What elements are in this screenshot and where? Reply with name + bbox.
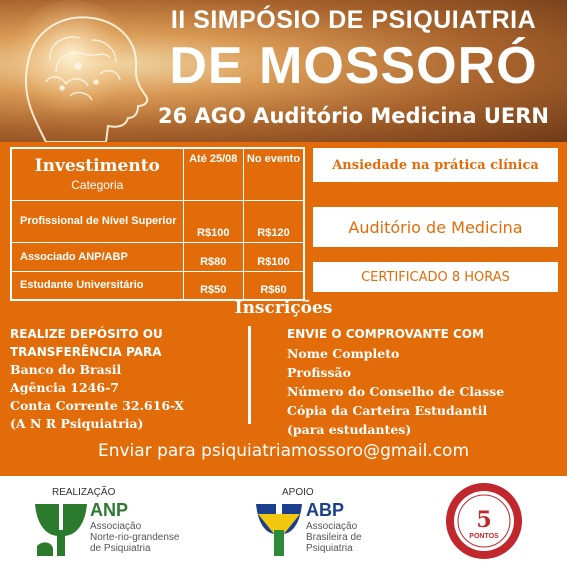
support-label: APOIO	[282, 487, 314, 498]
event-date-location: 26 AGO Auditório Medicina UERN	[158, 104, 549, 128]
topic-box: Ansiedade na prática clínica	[313, 148, 558, 182]
abp-name-line2: Brasileira de	[306, 532, 362, 543]
bank-account: Conta Corrente 32.616-X	[10, 398, 184, 413]
list-item: Cópia da Carteira Estudantil	[287, 403, 488, 418]
account-holder: (A N R Psiquiatria)	[10, 416, 144, 431]
header-banner	[0, 0, 567, 142]
payment-instructions	[10, 325, 240, 433]
list-item: Nome Completo	[287, 346, 400, 361]
anp-logo-text	[90, 500, 180, 554]
proof-heading: ENVIE O COMPROVANTE COM	[287, 327, 484, 341]
list-item: (para estudantes)	[287, 422, 412, 437]
table-row	[11, 271, 304, 300]
payment-heading-2: TRANSFERÊNCIA PARA	[10, 345, 162, 359]
table-row	[11, 200, 304, 242]
anp-acronym: ANP	[90, 500, 129, 520]
anp-name-line1: Associação	[90, 521, 142, 532]
investment-header	[11, 148, 183, 200]
list-item: Profissão	[287, 365, 351, 380]
email-line[interactable]: Enviar para psiquiatriamossoro@gmail.com	[97, 441, 470, 461]
price-event-cell: R$60	[243, 271, 304, 300]
abp-name-line1: Associação	[306, 521, 358, 532]
price-event-cell: R$120	[243, 200, 304, 242]
anp-name-line3: de Psiquiatria	[90, 543, 151, 554]
price-until-cell: R$100	[183, 200, 243, 242]
list-item: Número do Conselho de Classe	[287, 384, 505, 399]
column-until-date: Até 25/08	[183, 148, 243, 200]
anp-logo-icon	[33, 500, 89, 558]
price-until-cell: R$50	[183, 271, 243, 300]
seal-text: PONTOS	[469, 533, 499, 540]
investment-table	[10, 147, 305, 301]
column-at-event: No evento	[243, 148, 304, 200]
footer-logos	[0, 476, 567, 567]
proof-instructions	[287, 325, 562, 439]
realization-label: REALIZAÇÃO	[52, 487, 116, 498]
abp-name-line3: Psiquiatria	[306, 543, 353, 554]
seal-number: 5	[476, 507, 492, 533]
column-divider	[248, 326, 251, 424]
abp-logo-icon	[254, 500, 304, 558]
category-cell: Associado ANP/ABP	[11, 242, 183, 271]
payment-heading-1: REALIZE DEPÓSITO OU	[10, 327, 163, 341]
table-row	[11, 242, 304, 271]
category-cell: Profissional de Nível Superior	[11, 200, 183, 242]
abp-acronym: ABP	[306, 500, 345, 520]
bank-name: Banco do Brasil	[10, 362, 122, 377]
certificate-box: CERTIFICADO 8 HORAS	[313, 262, 558, 292]
category-label: Categoria	[71, 178, 124, 193]
event-title-line2: DE MOSSORÓ	[169, 37, 538, 95]
price-until-cell: R$80	[183, 242, 243, 271]
abp-logo-text	[306, 500, 362, 554]
price-event-cell: R$100	[243, 242, 304, 271]
bank-agency: Agência 1246-7	[10, 380, 119, 395]
category-cell: Estudante Universitário	[11, 271, 183, 300]
anp-name-line2: Norte-rio-grandense	[90, 532, 180, 543]
venue-box: Auditório de Medicina	[313, 207, 558, 247]
registration-title: Inscrições	[234, 298, 333, 318]
investment-title: Investimento	[34, 156, 160, 177]
event-title-line1: II SIMPÓSIO DE PSIQUIATRIA	[170, 6, 537, 34]
five-points-seal-icon	[444, 481, 524, 561]
